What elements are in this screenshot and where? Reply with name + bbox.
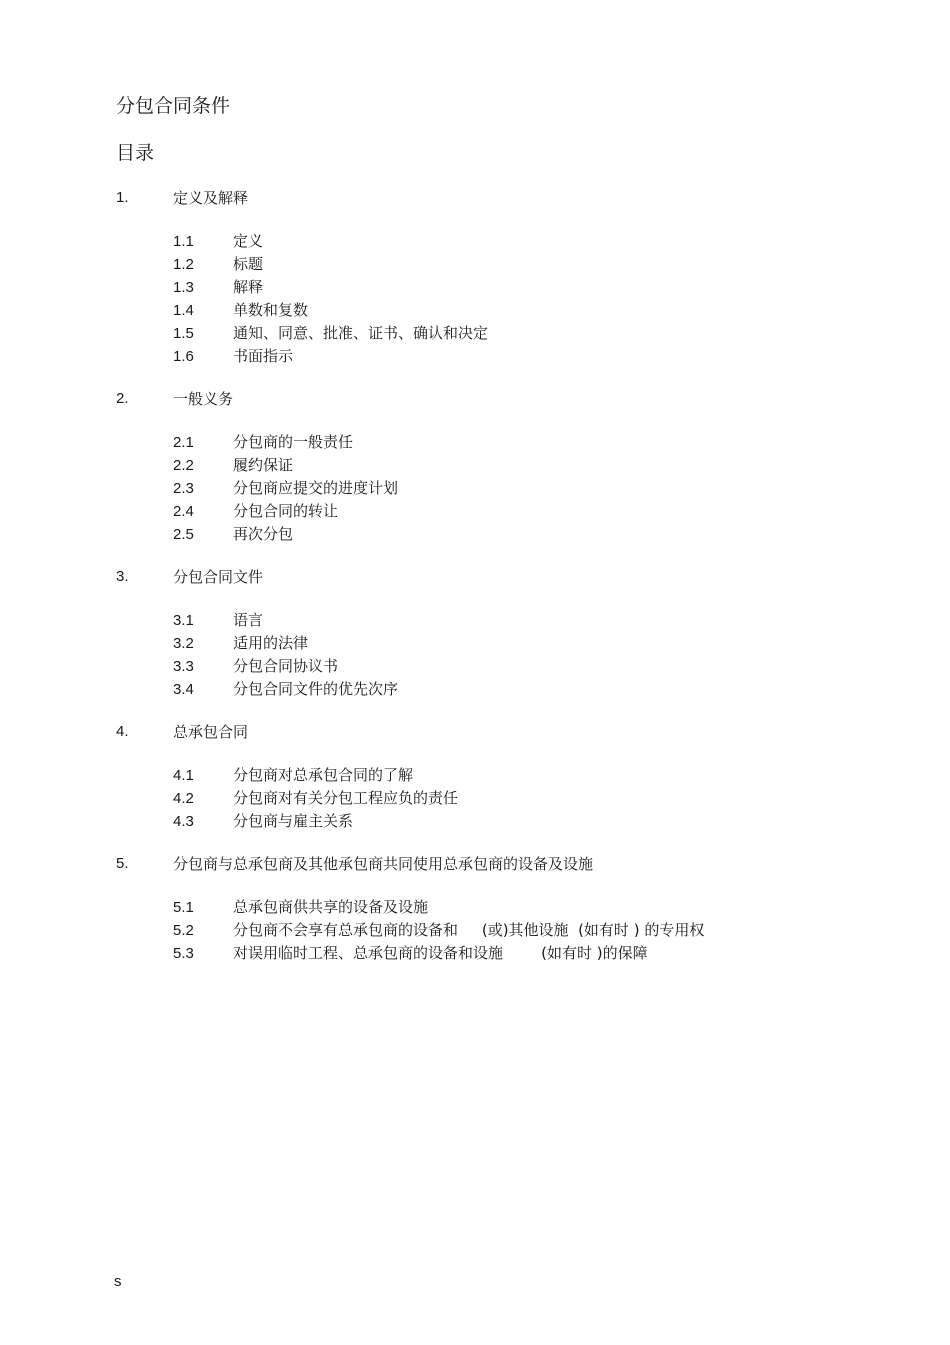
toc-section-label: 分包合同文件	[173, 568, 264, 586]
toc-item[interactable]	[116, 477, 896, 500]
toc-item-number: 5.3	[173, 945, 194, 962]
toc-item[interactable]	[116, 609, 896, 632]
toc-item[interactable]	[116, 787, 896, 810]
toc-item-label: 适用的法律	[233, 634, 309, 652]
toc-item-label: 再次分包	[233, 525, 294, 543]
toc-item-number: 1.5	[173, 325, 194, 342]
toc-section	[116, 853, 896, 965]
toc-item[interactable]	[116, 523, 896, 546]
toc-section	[116, 187, 896, 368]
toc-item-number: 2.5	[173, 526, 194, 543]
toc-section-heading[interactable]	[116, 566, 896, 588]
toc-section-heading[interactable]	[116, 388, 896, 410]
toc-item-label: 解释	[233, 278, 264, 296]
toc-section-number: 5.	[116, 855, 129, 872]
toc-item-label: 对误用临时工程、总承包商的设备和设施 (如有时 )的保障	[233, 944, 648, 962]
toc-item[interactable]	[116, 230, 896, 253]
toc-section	[116, 388, 896, 546]
toc-item[interactable]	[116, 764, 896, 787]
toc-item-label: 单数和复数	[233, 301, 309, 319]
toc-item-label: 分包商与雇主关系	[233, 812, 354, 830]
toc-heading: 目录	[116, 142, 155, 164]
toc-section-label: 一般义务	[173, 390, 234, 408]
toc-item-label: 通知、同意、批准、证书、确认和决定	[233, 324, 489, 342]
toc-section-heading[interactable]	[116, 721, 896, 743]
toc-item-list	[116, 764, 896, 833]
toc-section	[116, 721, 896, 833]
toc-item-label: 分包商不会享有总承包商的设备和 (或)其他设施 (如有时 ) 的专用权	[233, 921, 705, 939]
toc-item-label: 分包商对有关分包工程应负的责任	[233, 789, 459, 807]
toc-item-number: 2.3	[173, 480, 194, 497]
toc-item-number: 3.4	[173, 681, 194, 698]
toc-item[interactable]	[116, 632, 896, 655]
toc-item-number: 1.3	[173, 279, 194, 296]
toc-section-number: 3.	[116, 568, 129, 585]
toc-section	[116, 566, 896, 701]
toc-item[interactable]	[116, 454, 896, 477]
toc-item[interactable]	[116, 253, 896, 276]
toc-item[interactable]	[116, 431, 896, 454]
toc-item-number: 5.2	[173, 922, 194, 939]
toc-section-heading[interactable]	[116, 853, 896, 875]
toc-item-number: 1.4	[173, 302, 194, 319]
toc-item-label: 标题	[233, 255, 264, 273]
table-of-contents	[116, 187, 896, 985]
toc-item-label: 分包商应提交的进度计划	[233, 479, 399, 497]
toc-item[interactable]	[116, 345, 896, 368]
toc-section-number: 1.	[116, 189, 129, 206]
toc-item-label: 分包商的一般责任	[233, 433, 354, 451]
toc-item-number: 2.4	[173, 503, 194, 520]
toc-item-number: 4.3	[173, 813, 194, 830]
toc-item-list	[116, 431, 896, 546]
toc-item-number: 2.2	[173, 457, 194, 474]
toc-section-label: 总承包合同	[173, 723, 249, 741]
toc-item[interactable]	[116, 655, 896, 678]
toc-item-label: 履约保证	[233, 456, 294, 474]
toc-item[interactable]	[116, 896, 896, 919]
toc-item-label: 分包商对总承包合同的了解	[233, 766, 414, 784]
toc-item-label: 分包合同文件的优先次序	[233, 680, 399, 698]
toc-item-list	[116, 230, 896, 368]
toc-item-number: 4.2	[173, 790, 194, 807]
toc-item-number: 1.2	[173, 256, 194, 273]
toc-item-number: 5.1	[173, 899, 194, 916]
toc-item[interactable]	[116, 299, 896, 322]
toc-item-number: 1.1	[173, 233, 194, 250]
toc-item-number: 4.1	[173, 767, 194, 784]
toc-item-number: 3.1	[173, 612, 194, 629]
toc-item-label: 总承包商供共享的设备及设施	[233, 898, 429, 916]
toc-item[interactable]	[116, 678, 896, 701]
toc-item-list	[116, 609, 896, 701]
toc-item-label: 分包合同的转让	[233, 502, 339, 520]
toc-item[interactable]	[116, 942, 896, 965]
toc-item[interactable]	[116, 919, 896, 942]
document-title: 分包合同条件	[116, 95, 231, 117]
toc-section-number: 4.	[116, 723, 129, 740]
toc-item-label: 分包合同协议书	[233, 657, 339, 675]
toc-section-number: 2.	[116, 390, 129, 407]
toc-item-number: 1.6	[173, 348, 194, 365]
toc-item[interactable]	[116, 322, 896, 345]
toc-item[interactable]	[116, 810, 896, 833]
footer-mark: s	[114, 1273, 122, 1290]
toc-item-list	[116, 896, 896, 965]
toc-item-label: 定义	[233, 232, 264, 250]
toc-section-label: 定义及解释	[173, 189, 249, 207]
toc-item-number: 2.1	[173, 434, 194, 451]
toc-item-number: 3.2	[173, 635, 194, 652]
toc-item[interactable]	[116, 276, 896, 299]
toc-section-heading[interactable]	[116, 187, 896, 209]
toc-section-label: 分包商与总承包商及其他承包商共同使用总承包商的设备及设施	[173, 855, 594, 873]
toc-item-label: 书面指示	[233, 347, 294, 365]
toc-item-number: 3.3	[173, 658, 194, 675]
toc-item[interactable]	[116, 500, 896, 523]
toc-item-label: 语言	[233, 611, 264, 629]
